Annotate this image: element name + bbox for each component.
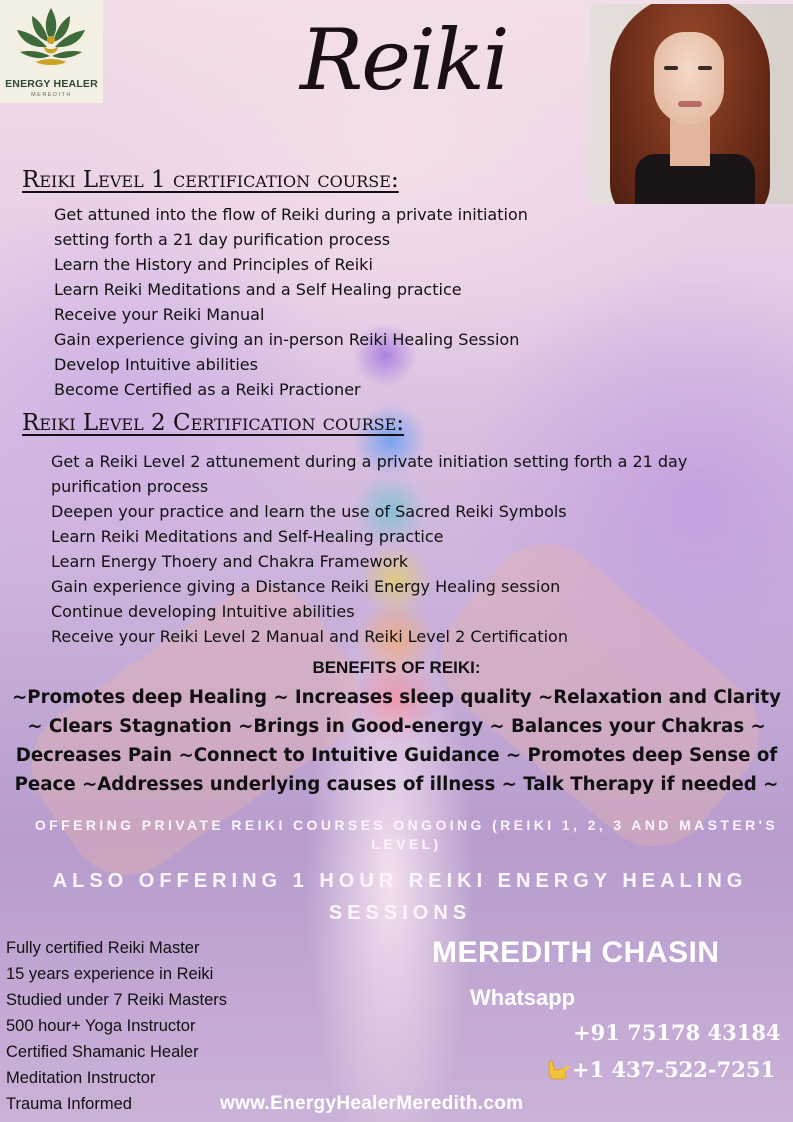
portrait-photo: [590, 4, 793, 204]
list-item: Learn Reiki Meditations and Self-Healing practice: [51, 527, 444, 546]
lotus-meditation-icon: [14, 6, 89, 76]
credential-item: Certified Shamanic Healer: [6, 1043, 199, 1061]
credential-item: Trauma Informed: [6, 1095, 132, 1113]
credential-item: Meditation Instructor: [6, 1069, 156, 1087]
list-item: Gain experience giving a Distance Reiki Energy Healing session: [51, 577, 561, 596]
phone-number-canada-row[interactable]: [546, 1057, 775, 1082]
list-item: Gain experience giving an in-person Reiki Healing Session: [54, 330, 520, 349]
list-item: Learn the History and Principles of Reiki: [54, 255, 373, 274]
phone-number-canada[interactable]: +1 437-522-7251: [572, 1057, 776, 1082]
list-item: Learn Reiki Meditations and a Self Healing practice: [54, 280, 462, 299]
credential-item: 15 years experience in Reiki: [6, 965, 214, 983]
level2-heading: Reiki Level 2 Certification course:: [22, 410, 405, 436]
contact-name: MEREDITH CHASIN: [432, 936, 720, 969]
offering-sessions-text: ALSO OFFERING 1 HOUR REIKI ENERGY HEALING SESSIONS: [52, 870, 748, 924]
list-item: Receive your Reiki Level 2 Manual and Reiki Level 2 Certification: [51, 627, 568, 646]
list-item: Get a Reiki Level 2 attunement during a private initiation setting forth a 21 day: [51, 452, 688, 471]
logo-sub-text: MEREDITH: [31, 92, 72, 98]
list-item: Get attuned into the flow of Reiki during a private initiation: [54, 205, 528, 224]
phone-number-india[interactable]: +91 75178 43184: [573, 1020, 781, 1045]
benefits-title: BENEFITS OF REIKI:: [312, 658, 481, 677]
level2-list: [51, 449, 687, 649]
list-item: Receive your Reiki Manual: [54, 305, 265, 324]
list-item: purification process: [51, 477, 209, 496]
credential-item: 500 hour+ Yoga Instructor: [6, 1017, 196, 1035]
list-item: Continue developing Intuitive abilities: [51, 602, 355, 621]
call-me-hand-icon: [546, 1058, 570, 1080]
level1-list: [54, 202, 528, 402]
list-item: setting forth a 21 day purification process: [54, 230, 391, 249]
page-title: Reiki: [300, 11, 508, 109]
list-item: Learn Energy Thoery and Chakra Framework: [51, 552, 409, 571]
credential-item: Studied under 7 Reiki Masters: [6, 991, 228, 1009]
list-item: Deepen your practice and learn the use of Sacred Reiki Symbols: [51, 502, 567, 521]
list-item: Become Certified as a Reiki Practioner: [54, 380, 361, 399]
website-link[interactable]: www.EnergyHealerMeredith.com: [220, 1093, 524, 1114]
credential-item: Fully certified Reiki Master: [6, 939, 200, 957]
list-item: Develop Intuitive abilities: [54, 355, 258, 374]
offering-courses-text: OFFERING PRIVATE REIKI COURSES ONGOING (REIKI 1, 2, 3 AND MASTER'S LEVEL): [34, 817, 779, 852]
credentials-list: [6, 935, 227, 1117]
level1-heading: Reiki Level 1 certification course:: [22, 167, 399, 193]
whatsapp-label: Whatsapp: [470, 985, 576, 1010]
brand-logo: [0, 0, 103, 103]
logo-brand-text: ENERGY HEALER: [5, 78, 98, 90]
benefits-text: ~Promotes deep Healing ~ Increases sleep quality ~Relaxation and Clarity ~ Clears Stagnation ~Brings in Good-energy ~ Balances your Chakras ~ Decreases Pain ~Connect to Intuitive Guidance ~ Promotes deep Sense of Peace ~Addresses underlying causes of illness ~ Talk Therapy if needed ~: [12, 687, 781, 795]
